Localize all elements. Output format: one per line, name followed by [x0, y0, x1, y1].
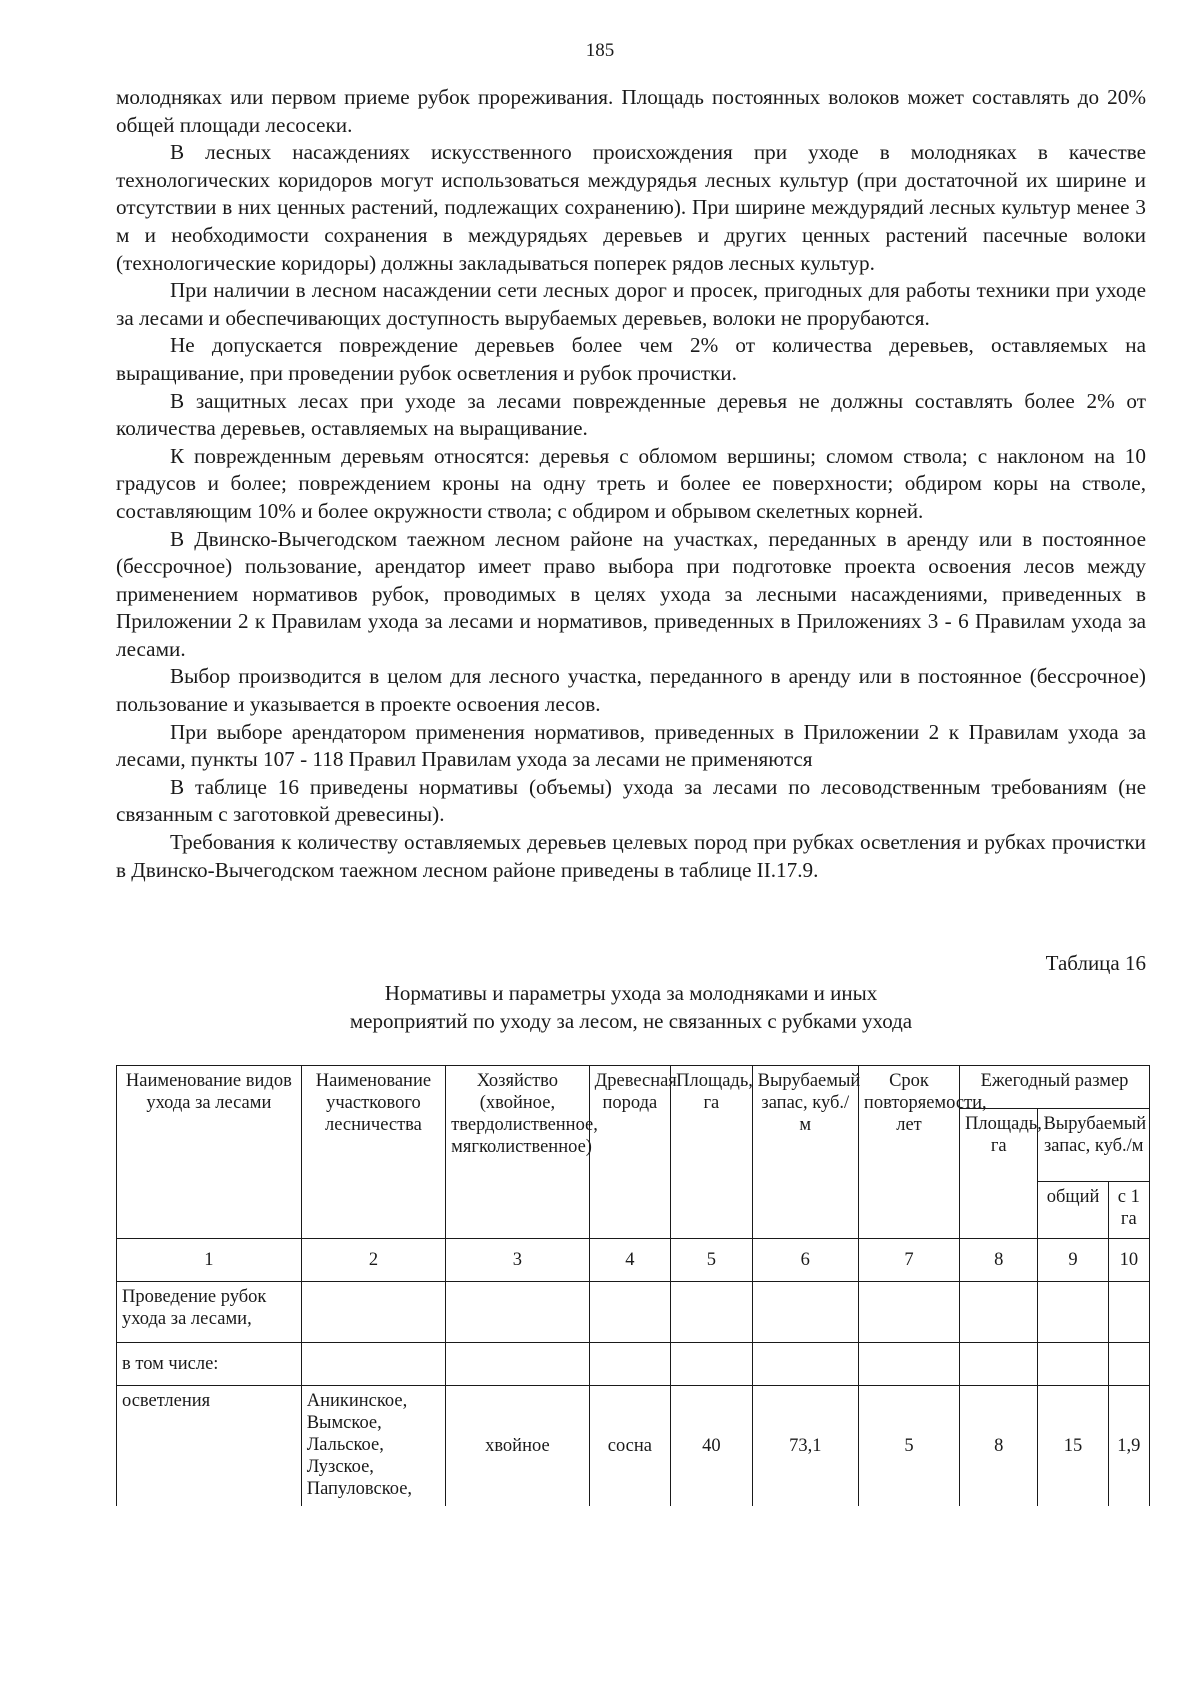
table-cell: сосна	[589, 1386, 671, 1507]
table-cell: 15	[1038, 1386, 1108, 1507]
table-cell	[301, 1282, 445, 1343]
table-cell: Проведение рубок ухода за лесами,	[117, 1282, 302, 1343]
table-cell	[1038, 1343, 1108, 1386]
table-cell	[752, 1282, 858, 1343]
table-cell: 73,1	[752, 1386, 858, 1507]
header-cell: Вырубаемый запас, куб./м	[1038, 1109, 1150, 1182]
column-number: 8	[960, 1239, 1038, 1282]
table-cell	[301, 1343, 445, 1386]
table-cell	[589, 1282, 671, 1343]
paragraph: При наличии в лесном насаждении сети лесных дорог и просек, пригодных для работы техники при уходе за лесами и обеспечивающих доступность вырубаемых деревьев, волоки не прорубаются.	[116, 278, 1146, 330]
header-cell: общий	[1038, 1182, 1108, 1239]
table-cell: осветления	[117, 1386, 302, 1507]
paragraph: К поврежденным деревьям относятся: деревья с обломом вершины; сломом ствола; с наклоном на 10 градусов и более; повреждением кроны на одну треть и более ее поверхности; обдиром коры на стволе, составляющим 10% и более окружности ствола; с обдиром и обрывом скелетных корней.	[116, 443, 1146, 523]
table-row	[117, 1386, 1150, 1507]
table-title	[116, 979, 1146, 1035]
paragraph: В Двинско-Вычегодском таежном лесном районе на участках, переданных в аренду или в постоянное (бессрочное) пользование, арендатор имеет право выбора при подготовке проекта освоения лесов между применением нормативов рубок, проводимых в целях ухода за лесными насаждениями, приведенных в Приложении 2 к Правилам ухода за лесами и нормативов, приведенных в Приложениях 3 - 6 Правилам ухода за лесами.	[116, 526, 1146, 661]
table-cell	[960, 1282, 1038, 1343]
table-cell: 5	[858, 1386, 959, 1507]
table-cell	[446, 1343, 589, 1386]
paragraph: Выбор производится в целом для лесного участка, переданного в аренду или в постоянное (бессрочное) пользование и указывается в проекте освоения лесов.	[116, 664, 1146, 717]
paragraph: молодняках или первом приеме рубок прореживания. Площадь постоянных волоков может составлять до 20% общей площади лесосеки.	[116, 85, 1146, 137]
table-cell: в том числе:	[117, 1343, 302, 1386]
table-cell	[960, 1343, 1038, 1386]
column-number: 9	[1038, 1239, 1108, 1282]
table-row	[117, 1343, 1150, 1386]
table-cell	[858, 1282, 959, 1343]
paragraph: Не допускается повреждение деревьев более чем 2% от количества деревьев, оставляемых на выращивание, при проведении рубок осветления и рубок прочистки.	[116, 333, 1146, 385]
paragraph: В лесных насаждениях искусственного происхождения при уходе в молодняках в качестве технологических коридоров могут использоваться междурядья лесных культур (при достаточной их ширине и отсутствии в них ценных растений, подлежащих сохранению). При ширине междурядий лесных культур менее 3 м и необходимости сохранения в междурядьях деревьев и других ценных растений пасечные волоки (технологические коридоры) должны закладываться поперек рядов лесных культур.	[116, 140, 1146, 275]
table-cell: Аникинское, Вымское, Лальское, Лузское, Папуловское,	[301, 1386, 445, 1507]
column-number: 5	[671, 1239, 753, 1282]
column-number-row	[117, 1239, 1150, 1282]
table-cell	[671, 1282, 753, 1343]
table-cell: 40	[671, 1386, 753, 1507]
table-cell	[1108, 1343, 1149, 1386]
table-row	[117, 1282, 1150, 1343]
table-cell	[752, 1343, 858, 1386]
header-cell: Срок повторяемости, лет	[858, 1066, 959, 1239]
table-cell	[1038, 1282, 1108, 1343]
header-cell: Вырубаемый запас, куб./м	[752, 1066, 858, 1239]
paragraph: В таблице 16 приведены нормативы (объемы) ухода за лесами по лесоводственным требованиям (не связанным с заготовкой древесины).	[116, 774, 1146, 827]
page-number: 185	[585, 40, 615, 61]
table-cell	[671, 1343, 753, 1386]
paragraph: При выборе арендатором применения нормативов, приведенных в Приложении 2 к Правилам ухода за лесами, пункты 107 - 118 Правил Правилам ухода за лесами не применяются	[116, 719, 1146, 772]
table-cell	[446, 1282, 589, 1343]
table-title-line: мероприятий по уходу за лесом, не связанных с рубками ухода	[349, 1009, 913, 1033]
header-cell: Наименование видов ухода за лесами	[117, 1066, 302, 1239]
header-cell: Древесная порода	[589, 1066, 671, 1239]
header-cell: с 1 га	[1108, 1182, 1149, 1239]
paragraph: Требования к количеству оставляемых деревьев целевых пород при рубках осветления и рубках прочистки в Двинско-Вычегодском таежном лесном районе приведены в таблице II.17.9.	[116, 830, 1146, 882]
header-cell: Хозяйство (хвойное, твердолиственное, мягколиственное)	[446, 1066, 589, 1239]
table-title-line: Нормативы и параметры ухода за молодняками и иных	[384, 981, 878, 1005]
table-cell: 8	[960, 1386, 1038, 1507]
table-cell: 1,9	[1108, 1386, 1149, 1507]
norms-table	[116, 1065, 1150, 1506]
column-number: 6	[752, 1239, 858, 1282]
header-cell: Наименование участкового лесничества	[301, 1066, 445, 1239]
table-cell	[589, 1343, 671, 1386]
column-number: 4	[589, 1239, 671, 1282]
table-cell	[858, 1343, 959, 1386]
table-cell: хвойное	[446, 1386, 589, 1507]
column-number: 10	[1108, 1239, 1149, 1282]
column-number: 2	[301, 1239, 445, 1282]
column-number: 3	[446, 1239, 589, 1282]
column-number: 1	[117, 1239, 302, 1282]
body-text	[116, 84, 1146, 884]
paragraph: В защитных лесах при уходе за лесами поврежденные деревья не должны составлять более 2% от количества деревьев, оставляемых на выращивание.	[116, 388, 1146, 441]
header-cell: Ежегодный размер	[960, 1066, 1150, 1109]
table-label: Таблица 16	[1045, 951, 1146, 975]
header-cell: Площадь, га	[960, 1109, 1038, 1239]
table-cell	[1108, 1282, 1149, 1343]
header-cell: Площадь, га	[671, 1066, 753, 1239]
column-number: 7	[858, 1239, 959, 1282]
